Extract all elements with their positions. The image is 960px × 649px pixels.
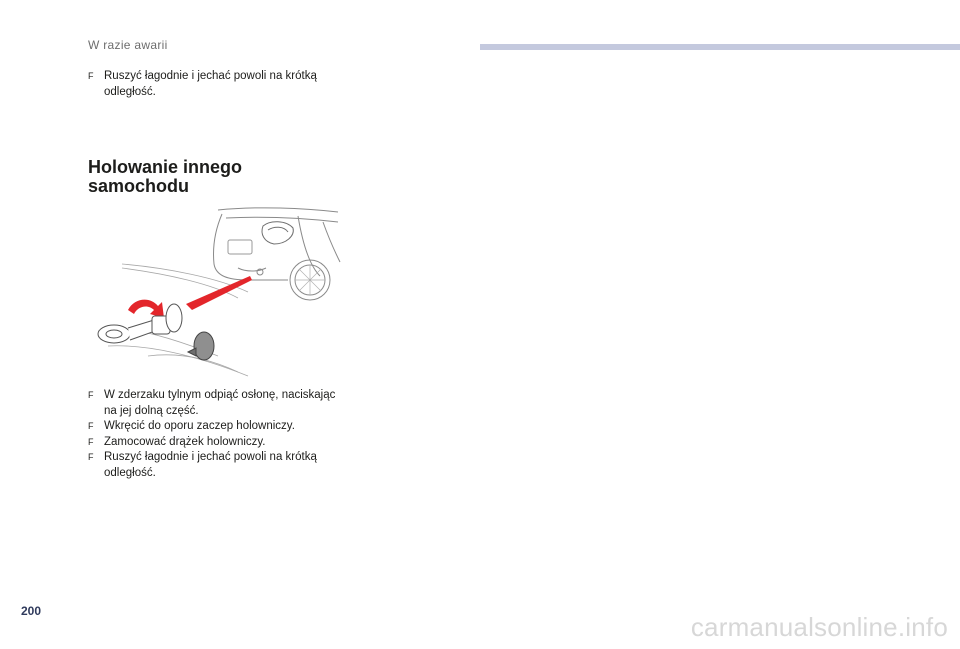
list-item (88, 69, 338, 100)
towing-steps-list (88, 388, 338, 481)
list-item (88, 435, 338, 451)
rotation-arrow (128, 300, 164, 318)
bullet-icon: F (88, 452, 94, 462)
page-number: 200 (21, 604, 42, 618)
section-title (88, 158, 348, 196)
section-title-line1: Holowanie innego (88, 157, 243, 177)
bullet-icon: F (88, 390, 94, 400)
bullet-icon: F (88, 71, 94, 81)
step-text: Ruszyć łagodnie i jechać powoli na krótką odległość. (104, 451, 317, 479)
list-item (88, 419, 338, 435)
step-text: Wkręcić do oporu zaczep holowniczy. (104, 420, 295, 432)
step-text: Zamocować drążek holowniczy. (104, 435, 266, 448)
watermark: carmanualsonline.info (690, 612, 948, 642)
header-bar (480, 44, 960, 50)
towing-eye-drawing (98, 304, 182, 343)
step-text: W zderzaku tylnym odpiąć osłonę, naciskając na jej dolną część. (104, 389, 336, 417)
bullet-icon: F (88, 436, 94, 447)
list-item (88, 450, 338, 481)
section-header: W razie awarii (88, 38, 168, 52)
intro-steps-list (88, 69, 338, 100)
bullet-icon: F (88, 421, 94, 431)
list-item (88, 388, 338, 419)
step-text: Ruszyć łagodnie i jechać powoli na krótką odległość. (104, 70, 317, 98)
towing-illustration (88, 206, 342, 378)
section-title-line2: samochodu (88, 176, 190, 196)
